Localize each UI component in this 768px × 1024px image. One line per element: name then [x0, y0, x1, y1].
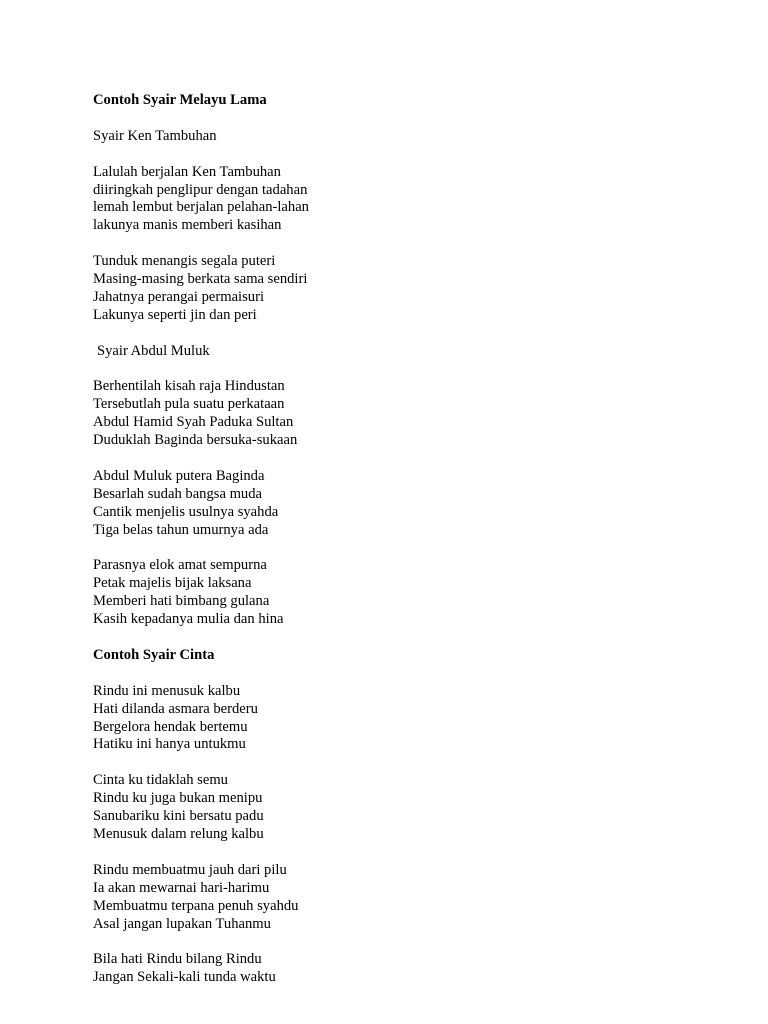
verse-line: lakunya manis memberi kasihan: [93, 217, 282, 234]
verse-line: Hati dilanda asmara berderu: [93, 700, 258, 717]
poem-title-ken-tambuhan: [93, 128, 713, 146]
verse-line: Sanubariku kini bersatu padu: [93, 808, 264, 825]
verse-line: Jangan Sekali-kali tunda waktu: [93, 969, 276, 986]
verse-line: Ia akan mewarnai hari-harimu: [93, 879, 270, 896]
verse-line: Lakunya seperti jin dan peri: [93, 306, 257, 323]
poem-title-abdul-muluk: [93, 343, 713, 361]
verse-line: Cinta ku tidaklah semu: [93, 772, 228, 789]
stanza: [93, 772, 713, 844]
verse-line: Memberi hati bimbang gulana: [93, 593, 270, 610]
verse-line: Bergelora hendak bertemu: [93, 718, 248, 735]
verse-line: Rindu ini menusuk kalbu: [93, 682, 241, 699]
stanza: [93, 378, 713, 450]
section-heading: Contoh Syair Cinta: [93, 646, 215, 663]
stanza: [93, 253, 713, 325]
verse-line: Tersebutlah pula suatu perkataan: [93, 396, 285, 413]
poem-title: Syair Abdul Muluk: [97, 342, 210, 359]
stanza: [93, 862, 713, 934]
verse-line: Parasnya elok amat sempurna: [93, 557, 267, 574]
stanza: [93, 951, 713, 987]
verse-line: Kasih kepadanya mulia dan hina: [93, 611, 284, 628]
verse-line: Tunduk menangis segala puteri: [93, 253, 276, 270]
verse-line: Hatiku ini hanya untukmu: [93, 736, 246, 753]
verse-line: Membuatmu terpana penuh syahdu: [93, 897, 299, 914]
verse-line: lemah lembut berjalan pelahan-lahan: [93, 199, 309, 216]
verse-line: Tiga belas tahun umurnya ada: [93, 521, 269, 538]
verse-line: Jahatnya perangai permaisuri: [93, 288, 264, 305]
stanza: [93, 468, 713, 540]
verse-line: Lalulah berjalan Ken Tambuhan: [93, 163, 281, 180]
verse-line: Besarlah sudah bangsa muda: [93, 485, 262, 502]
stanza: [93, 557, 713, 629]
verse-line: Asal jangan lupakan Tuhanmu: [93, 915, 271, 932]
verse-line: Berhentilah kisah raja Hindustan: [93, 378, 285, 395]
verse-line: Cantik menjelis usulnya syahda: [93, 503, 279, 520]
heading-melayu-lama: [93, 92, 713, 110]
verse-line: Menusuk dalam relung kalbu: [93, 826, 264, 842]
heading-syair-cinta: [93, 647, 713, 665]
stanza: [93, 683, 713, 755]
verse-line: Bila hati Rindu bilang Rindu: [93, 951, 262, 968]
stanza: [93, 164, 713, 236]
verse-line: Masing-masing berkata sama sendiri: [93, 271, 308, 288]
document-page: [93, 92, 713, 1005]
verse-line: Abdul Hamid Syah Paduka Sultan: [93, 414, 294, 431]
verse-line: Rindu membuatmu jauh dari pilu: [93, 861, 287, 878]
section-heading: Contoh Syair Melayu Lama: [93, 92, 267, 108]
verse-line: Duduklah Baginda bersuka-sukaan: [93, 432, 298, 449]
verse-line: Petak majelis bijak laksana: [93, 575, 252, 592]
verse-line: Rindu ku juga bukan menipu: [93, 790, 263, 807]
poem-title: Syair Ken Tambuhan: [93, 127, 217, 144]
verse-line: diiringkah penglipur dengan tadahan: [93, 181, 308, 198]
verse-line: Abdul Muluk putera Baginda: [93, 467, 265, 484]
